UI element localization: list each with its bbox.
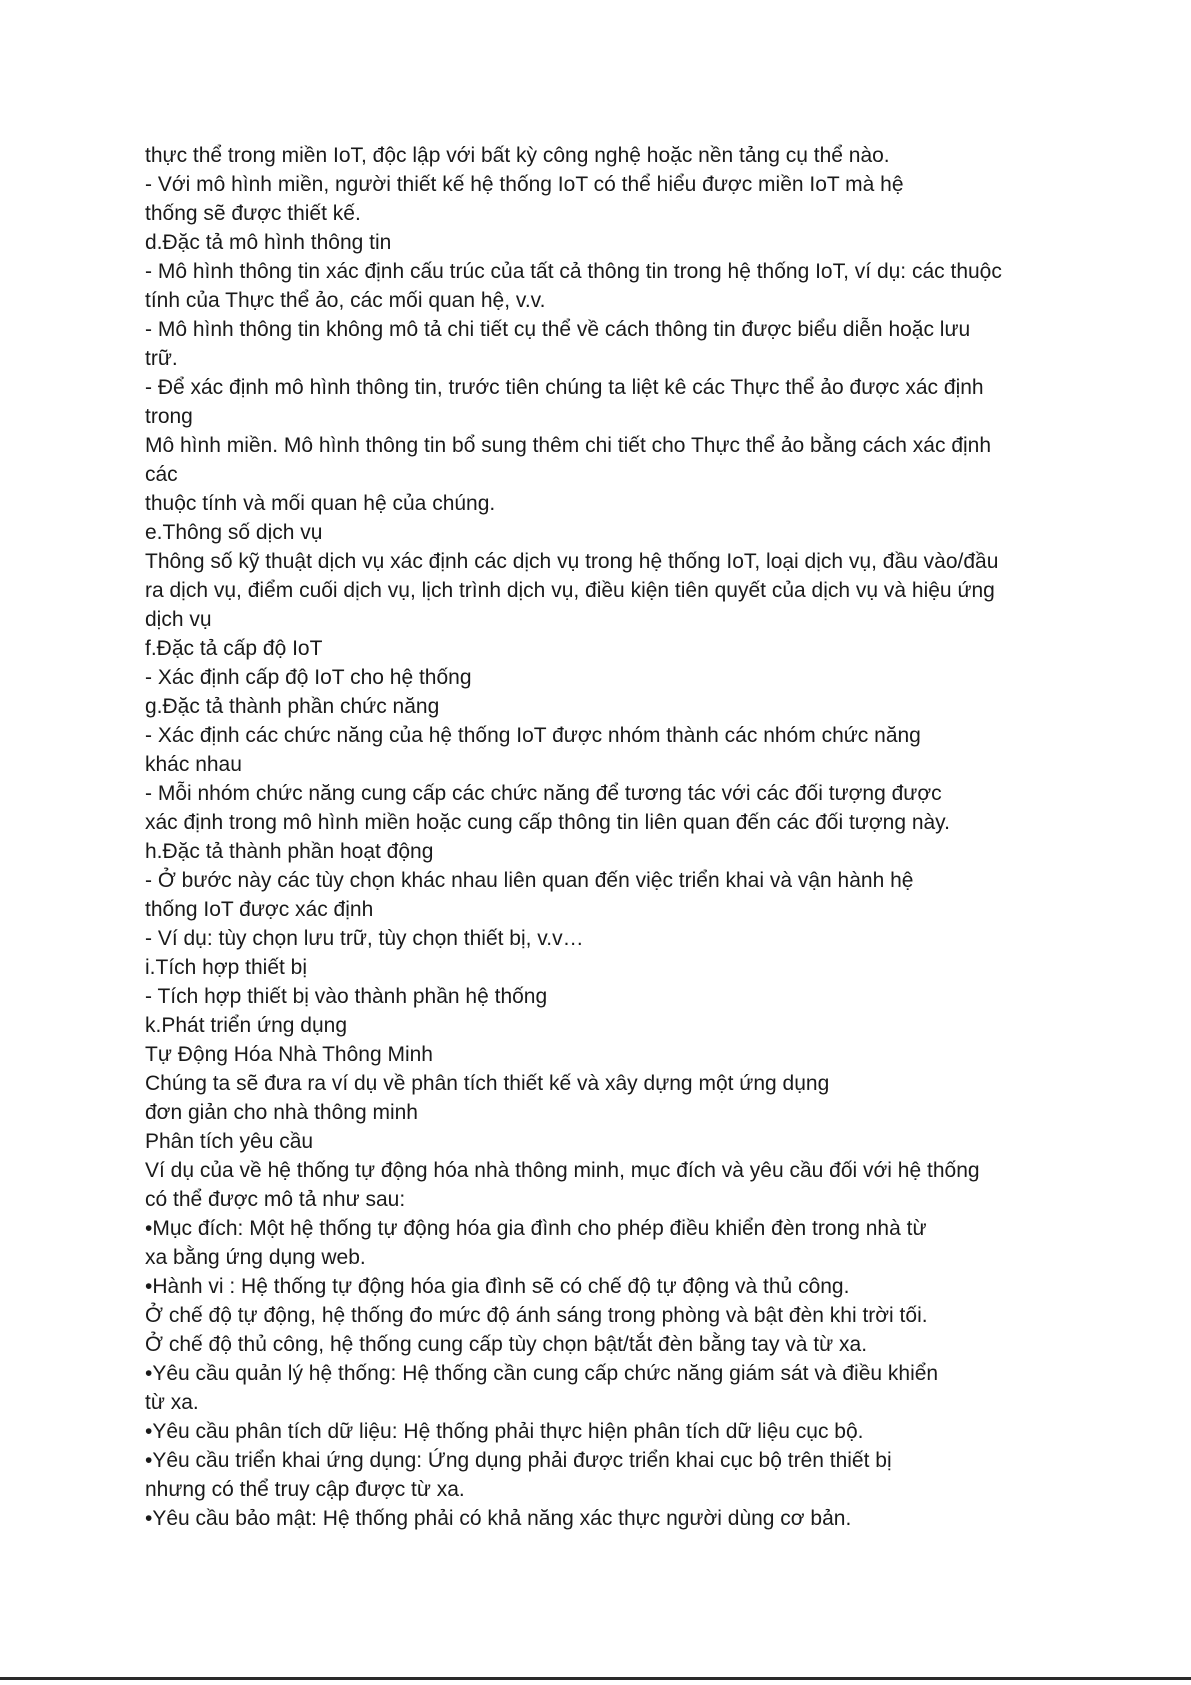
text-line: thống IoT được xác định <box>145 898 374 921</box>
text-line: Ở chế độ thủ công, hệ thống cung cấp tùy chọn bật/tắt đèn bằng tay và từ xa. <box>145 1333 868 1356</box>
text-line: trữ. <box>145 347 178 370</box>
text-line: dịch vụ <box>145 608 212 631</box>
text-line: thực thể trong miền IoT, độc lập với bất kỳ công nghệ hoặc nền tảng cụ thể nào. <box>145 144 890 167</box>
text-line: k.Phát triển ứng dụng <box>145 1014 348 1037</box>
text-line: h.Đặc tả thành phần hoạt động <box>145 840 434 863</box>
text-line: Phân tích yêu cầu <box>145 1130 314 1153</box>
text-line: thống sẽ được thiết kế. <box>145 202 361 225</box>
text-line: •Yêu cầu phân tích dữ liệu: Hệ thống phải thực hiện phân tích dữ liệu cục bộ. <box>145 1420 864 1443</box>
text-line: - Để xác định mô hình thông tin, trước tiên chúng ta liệt kê các Thực thể ảo được xác định <box>145 376 984 399</box>
text-line: Mô hình miền. Mô hình thông tin bổ sung thêm chi tiết cho Thực thể ảo bằng cách xác định <box>145 434 992 457</box>
text-line: - Tích hợp thiết bị vào thành phần hệ thống <box>145 985 548 1008</box>
text-line: khác nhau <box>145 753 242 776</box>
text-line: thuộc tính và mối quan hệ của chúng. <box>145 492 496 515</box>
text-line: f.Đặc tả cấp độ IoT <box>145 637 323 660</box>
text-line: i.Tích hợp thiết bị <box>145 956 308 979</box>
text-line: •Yêu cầu quản lý hệ thống: Hệ thống cần cung cấp chức năng giám sát và điều khiển <box>145 1362 939 1385</box>
text-line: xác định trong mô hình miền hoặc cung cấp thông tin liên quan đến các đối tượng này. <box>145 811 950 834</box>
text-line: Ví dụ của về hệ thống tự động hóa nhà thông minh, mục đích và yêu cầu đối với hệ thống <box>145 1159 980 1182</box>
text-line: d.Đặc tả mô hình thông tin <box>145 231 392 254</box>
text-line: •Yêu cầu triển khai ứng dụng: Ứng dụng phải được triển khai cục bộ trên thiết bị <box>145 1449 892 1472</box>
text-line: - Ví dụ: tùy chọn lưu trữ, tùy chọn thiết bị, v.v… <box>145 927 584 950</box>
page-bottom-rule <box>0 1677 1191 1680</box>
text-line: Thông số kỹ thuật dịch vụ xác định các dịch vụ trong hệ thống IoT, loại dịch vụ, đầu vào/đầu <box>145 550 999 573</box>
text-line: •Mục đích: Một hệ thống tự động hóa gia đình cho phép điều khiển đèn trong nhà từ <box>145 1217 927 1240</box>
text-line: - Xác định các chức năng của hệ thống IoT được nhóm thành các nhóm chức năng <box>145 724 921 747</box>
text-line: - Với mô hình miền, người thiết kế hệ thống IoT có thể hiểu được miền IoT mà hệ <box>145 173 904 196</box>
text-line: các <box>145 463 178 486</box>
text-line: tính của Thực thể ảo, các mối quan hệ, v.v. <box>145 289 546 312</box>
text-line: Chúng ta sẽ đưa ra ví dụ về phân tích thiết kế và xây dựng một ứng dụng <box>145 1072 830 1095</box>
text-line: - Ở bước này các tùy chọn khác nhau liên quan đến việc triển khai và vận hành hệ <box>145 869 914 892</box>
document-body <box>145 141 1065 1533</box>
text-line: Ở chế độ tự động, hệ thống đo mức độ ánh sáng trong phòng và bật đèn khi trời tối. <box>145 1304 928 1327</box>
text-line: - Mỗi nhóm chức năng cung cấp các chức năng để tương tác với các đối tượng được <box>145 782 942 805</box>
text-line: •Hành vi : Hệ thống tự động hóa gia đình sẽ có chế độ tự động và thủ công. <box>145 1275 850 1298</box>
text-line: có thể được mô tả như sau: <box>145 1188 406 1211</box>
text-line: Tự Động Hóa Nhà Thông Minh <box>145 1043 433 1066</box>
text-line: - Mô hình thông tin xác định cấu trúc của tất cả thông tin trong hệ thống IoT, ví dụ: các thuộc <box>145 260 1002 283</box>
text-line: e.Thông số dịch vụ <box>145 521 323 544</box>
text-line: ra dịch vụ, điểm cuối dịch vụ, lịch trình dịch vụ, điều kiện tiên quyết của dịch vụ và hiệu ứng <box>145 579 995 602</box>
text-line: đơn giản cho nhà thông minh <box>145 1101 418 1124</box>
text-line: •Yêu cầu bảo mật: Hệ thống phải có khả năng xác thực người dùng cơ bản. <box>145 1507 852 1530</box>
text-line: nhưng có thể truy cập được từ xa. <box>145 1478 465 1501</box>
text-line: xa bằng ứng dụng web. <box>145 1246 366 1269</box>
text-line: từ xa. <box>145 1391 199 1414</box>
text-line: g.Đặc tả thành phần chức năng <box>145 695 440 718</box>
text-line: trong <box>145 405 193 428</box>
text-line: - Xác định cấp độ IoT cho hệ thống <box>145 666 472 689</box>
text-line: - Mô hình thông tin không mô tả chi tiết cụ thể về cách thông tin được biểu diễn hoặc lưu <box>145 318 971 341</box>
